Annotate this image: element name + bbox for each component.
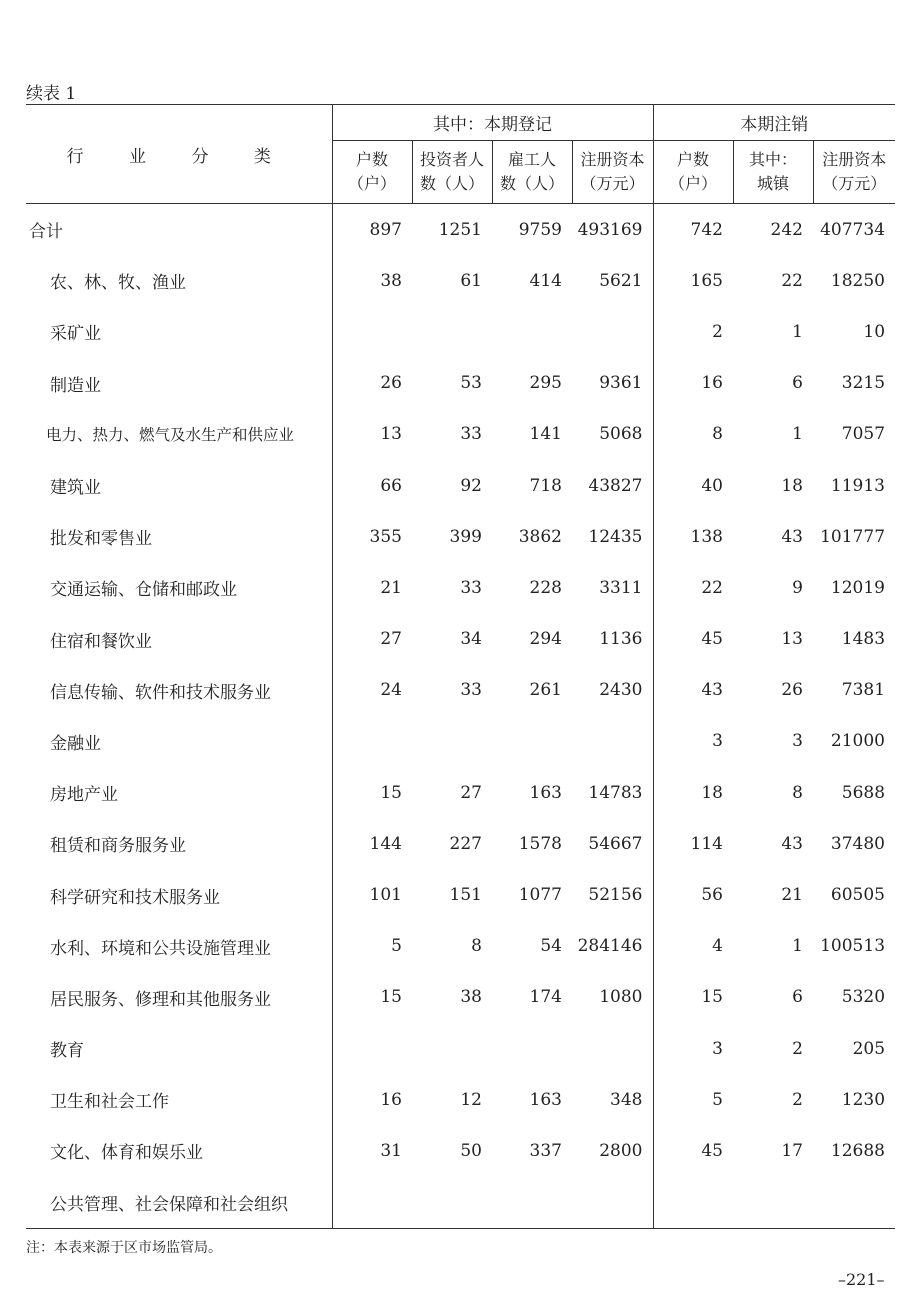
cell-value: 493169: [577, 219, 643, 240]
row-industry-name: [26, 358, 332, 409]
cell-value: 3862: [518, 526, 562, 547]
table-row: [26, 921, 895, 972]
cell-value: 24: [332, 665, 412, 716]
cell-value: [492, 306, 572, 357]
cell-value: 2: [653, 306, 733, 357]
industry-label: 合计: [29, 222, 63, 243]
row-industry-name: [26, 511, 332, 562]
cell-value: 60505: [830, 885, 886, 906]
industry-label: 电力、热力、燃气及水生产和供应业: [46, 426, 295, 445]
cell-value: 12435: [588, 526, 643, 547]
cell-value: [572, 716, 653, 767]
cell-value: 165: [653, 255, 733, 306]
cell-value: [733, 1177, 813, 1229]
cell-value: [572, 1177, 653, 1229]
table-row: [26, 562, 895, 613]
row-industry-name: [26, 869, 332, 920]
table-row: [26, 511, 895, 562]
cell-value: 33: [460, 680, 482, 701]
row-industry-name: [26, 460, 332, 511]
cell-value: 2800: [599, 1140, 643, 1161]
row-industry-name: [26, 562, 332, 613]
cell-value: 295: [529, 373, 562, 394]
cell-value: 355: [332, 511, 412, 562]
source-note: 注：本表来源于区市场监管局。: [26, 1240, 222, 1256]
cell-value: 205: [852, 1038, 886, 1059]
cell-value: 138: [653, 511, 733, 562]
cell-value: 13: [781, 629, 803, 650]
table-row: [26, 460, 895, 511]
industry-label: 金融业: [50, 733, 101, 754]
column-header-3: [492, 141, 572, 204]
column-header-line2: （户）: [668, 174, 717, 193]
cell-value: 1578: [518, 833, 562, 854]
industry-label: 科学研究和技术服务业: [50, 887, 220, 908]
cell-value: 5068: [599, 424, 643, 445]
cell-value: 7381: [841, 680, 886, 701]
cell-value: [412, 1177, 492, 1229]
cell-value: 261: [529, 680, 562, 701]
table-row: [26, 818, 895, 869]
cell-value: 21: [332, 562, 412, 613]
cell-value: 2: [792, 1038, 803, 1059]
cell-value: 227: [449, 833, 482, 854]
cell-value: [813, 1177, 895, 1229]
industry-label: 水利、环境和公共设施管理业: [50, 938, 271, 959]
cell-value: 1080: [599, 987, 643, 1008]
cell-value: 22: [653, 562, 733, 613]
cell-value: [412, 1023, 492, 1074]
cell-value: 144: [332, 818, 412, 869]
cell-value: 12688: [830, 1140, 886, 1161]
cell-value: 3: [792, 731, 803, 752]
column-header-2: [412, 141, 492, 204]
page-number: –221–: [838, 1270, 885, 1289]
cell-value: 337: [529, 1140, 562, 1161]
column-header-line2: 数（人）: [419, 174, 484, 193]
cell-value: 718: [529, 475, 562, 496]
industry-label: 农、林、牧、渔业: [50, 273, 186, 294]
cell-value: [412, 306, 492, 357]
cell-value: 27: [460, 782, 482, 803]
cell-value: 348: [610, 1089, 643, 1110]
cell-value: 33: [460, 424, 482, 445]
cell-value: 3311: [599, 577, 643, 598]
cell-value: 3: [653, 716, 733, 767]
row-industry-name: [26, 767, 332, 818]
column-header-line1: 户数: [355, 150, 388, 169]
column-header-line1: 户数: [676, 150, 709, 169]
table-row: [26, 1177, 895, 1229]
cell-value: 2430: [599, 680, 643, 701]
column-header-line1: 注册资本: [822, 150, 887, 169]
cell-value: 1: [792, 424, 803, 445]
cell-value: 163: [529, 782, 562, 803]
cell-value: [492, 716, 572, 767]
column-header-4: [572, 141, 653, 204]
cell-value: 15: [653, 972, 733, 1023]
cell-value: 16: [653, 358, 733, 409]
column-header-line2: （万元）: [822, 174, 887, 193]
table-row: [26, 1074, 895, 1125]
industry-label: 交通运输、仓储和邮政业: [50, 580, 237, 601]
column-header-line2: 城镇: [756, 174, 789, 193]
cell-value: 7057: [841, 424, 886, 445]
industry-label: 采矿业: [50, 324, 101, 345]
cell-value: [412, 716, 492, 767]
cell-value: 40: [653, 460, 733, 511]
cell-value: 50: [460, 1140, 482, 1161]
cell-value: 37480: [830, 833, 886, 854]
table-row: [26, 1023, 895, 1074]
table-row: [26, 869, 895, 920]
cell-value: 9361: [599, 373, 643, 394]
cell-value: 5: [653, 1074, 733, 1125]
row-industry-name: [26, 614, 332, 665]
cell-value: 12: [460, 1089, 482, 1110]
cell-value: 242: [770, 219, 803, 240]
cell-value: 3: [653, 1023, 733, 1074]
table-row: [26, 767, 895, 818]
cell-value: 38: [332, 255, 412, 306]
table-row: [26, 614, 895, 665]
cell-value: 228: [529, 577, 562, 598]
cell-value: 2: [792, 1089, 803, 1110]
cell-value: 9759: [518, 219, 562, 240]
cell-value: 31: [332, 1125, 412, 1176]
industry-label: 租赁和商务服务业: [50, 836, 186, 857]
cell-value: 12019: [830, 577, 886, 598]
cell-value: 5: [332, 921, 412, 972]
cell-value: 10: [863, 321, 886, 342]
cell-value: 100513: [820, 936, 886, 957]
cell-value: 9: [792, 577, 803, 598]
column-header-line1: 其中：: [748, 150, 797, 169]
industry-table: [26, 104, 895, 1229]
cell-value: 14783: [588, 782, 643, 803]
cell-value: 17: [781, 1140, 803, 1161]
column-header-line1: 注册资本: [580, 150, 645, 169]
cell-value: 15: [332, 972, 412, 1023]
cell-value: 66: [332, 460, 412, 511]
cell-value: 163: [529, 1089, 562, 1110]
column-header-5: [653, 141, 733, 204]
column-header-line1: 雇工人: [507, 150, 556, 169]
row-industry-name: [26, 716, 332, 767]
cell-value: [492, 1023, 572, 1074]
column-header-line2: （户）: [347, 174, 396, 193]
cell-value: 26: [781, 680, 803, 701]
cell-value: 5621: [599, 270, 643, 291]
cell-value: 1077: [518, 885, 562, 906]
row-industry-name: [26, 1125, 332, 1176]
cell-value: 101: [332, 869, 412, 920]
cell-value: 6: [792, 373, 803, 394]
industry-label: 教育: [50, 1041, 84, 1062]
industry-label: 建筑业: [50, 478, 101, 499]
row-industry-name: [26, 665, 332, 716]
industry-label: 信息传输、软件和技术服务业: [50, 682, 271, 703]
cell-value: 399: [449, 526, 482, 547]
cell-value: 56: [653, 869, 733, 920]
row-industry-name: [26, 972, 332, 1023]
row-industry-name: [26, 306, 332, 357]
cell-value: 54667: [588, 833, 643, 854]
cell-value: [332, 306, 412, 357]
cell-value: 1136: [599, 629, 643, 650]
cell-value: 101777: [820, 526, 886, 547]
header-group-registered: 其中：本期登记: [332, 105, 653, 141]
cell-value: 27: [332, 614, 412, 665]
cell-value: 8: [471, 936, 482, 957]
cell-value: 1: [792, 936, 803, 957]
industry-label: 公共管理、社会保障和社会组织: [50, 1194, 288, 1215]
cell-value: 54: [540, 936, 562, 957]
cell-value: 6: [792, 987, 803, 1008]
cell-value: 742: [653, 204, 733, 256]
row-industry-name: [26, 409, 332, 460]
cell-value: 21000: [830, 731, 886, 752]
cell-value: 15: [332, 767, 412, 818]
cell-value: 22: [781, 270, 803, 291]
cell-value: 16: [332, 1074, 412, 1125]
table-row: [26, 409, 895, 460]
cell-value: 52156: [588, 885, 643, 906]
cell-value: 38: [460, 987, 482, 1008]
cell-value: 141: [529, 424, 562, 445]
cell-value: 5320: [841, 987, 886, 1008]
cell-value: 8: [653, 409, 733, 460]
cell-value: 18250: [830, 270, 886, 291]
column-header-line2: （万元）: [580, 174, 645, 193]
row-industry-name: [26, 1074, 332, 1125]
cell-value: [653, 1177, 733, 1229]
cell-value: [332, 1023, 412, 1074]
cell-value: 284146: [577, 936, 643, 957]
table-body: [26, 204, 895, 1229]
cell-value: 174: [529, 987, 562, 1008]
cell-value: 1251: [438, 219, 482, 240]
cell-value: 151: [449, 885, 482, 906]
industry-label: 居民服务、修理和其他服务业: [50, 989, 271, 1010]
row-industry-name: [26, 818, 332, 869]
column-header-line1: 投资者人: [419, 150, 484, 169]
cell-value: 43: [781, 526, 803, 547]
cell-value: 45: [653, 1125, 733, 1176]
cell-value: 43: [781, 833, 803, 854]
industry-label: 文化、体育和娱乐业: [50, 1143, 203, 1164]
cell-value: 45: [653, 614, 733, 665]
cell-value: 43: [653, 665, 733, 716]
row-industry-name: [26, 1023, 332, 1074]
cell-value: 4: [653, 921, 733, 972]
cell-value: 1: [792, 321, 803, 342]
column-header-line2: 数（人）: [499, 174, 564, 193]
cell-value: 92: [460, 475, 482, 496]
column-header-6: [733, 141, 813, 204]
cell-value: 53: [460, 373, 482, 394]
cell-value: 414: [529, 270, 562, 291]
cell-value: [492, 1177, 572, 1229]
table-caption: 续表 1: [26, 84, 77, 104]
table-row: [26, 1125, 895, 1176]
cell-value: [572, 1023, 653, 1074]
cell-value: 61: [460, 270, 482, 291]
cell-value: [332, 716, 412, 767]
industry-label: 批发和零售业: [50, 529, 152, 550]
cell-value: 21: [781, 885, 803, 906]
table-row: [26, 306, 895, 357]
table-header: [26, 105, 895, 204]
column-header-1: [332, 141, 412, 204]
cell-value: 43827: [588, 475, 643, 496]
cell-value: 26: [332, 358, 412, 409]
cell-value: 13: [332, 409, 412, 460]
row-industry-name: [26, 204, 332, 256]
cell-value: 3215: [841, 373, 886, 394]
row-industry-name: [26, 1177, 332, 1229]
cell-value: 33: [460, 577, 482, 598]
table-row: [26, 972, 895, 1023]
cell-value: [332, 1177, 412, 1229]
industry-label: 房地产业: [50, 785, 118, 806]
table-row: [26, 358, 895, 409]
cell-value: 114: [653, 818, 733, 869]
industry-label: 制造业: [50, 375, 101, 396]
cell-value: 18: [653, 767, 733, 818]
cell-value: 897: [332, 204, 412, 256]
table-row-total: [26, 204, 895, 256]
column-header-7: [813, 141, 895, 204]
cell-value: 8: [792, 782, 803, 803]
row-industry-name: [26, 921, 332, 972]
cell-value: 407734: [820, 219, 886, 240]
row-industry-name: [26, 255, 332, 306]
industry-label: 住宿和餐饮业: [50, 631, 152, 652]
header-group-cancelled: 本期注销: [653, 105, 895, 141]
table-row: [26, 255, 895, 306]
table-row: [26, 665, 895, 716]
cell-value: [572, 306, 653, 357]
industry-label: 卫生和社会工作: [50, 1092, 169, 1113]
cell-value: 34: [460, 629, 482, 650]
cell-value: 5688: [841, 782, 886, 803]
cell-value: 11913: [830, 475, 886, 496]
header-category: 行 业 分 类: [26, 105, 332, 204]
table-row: [26, 716, 895, 767]
cell-value: 294: [529, 629, 562, 650]
cell-value: 1483: [841, 629, 886, 650]
cell-value: 18: [781, 475, 803, 496]
cell-value: 1230: [841, 1089, 886, 1110]
